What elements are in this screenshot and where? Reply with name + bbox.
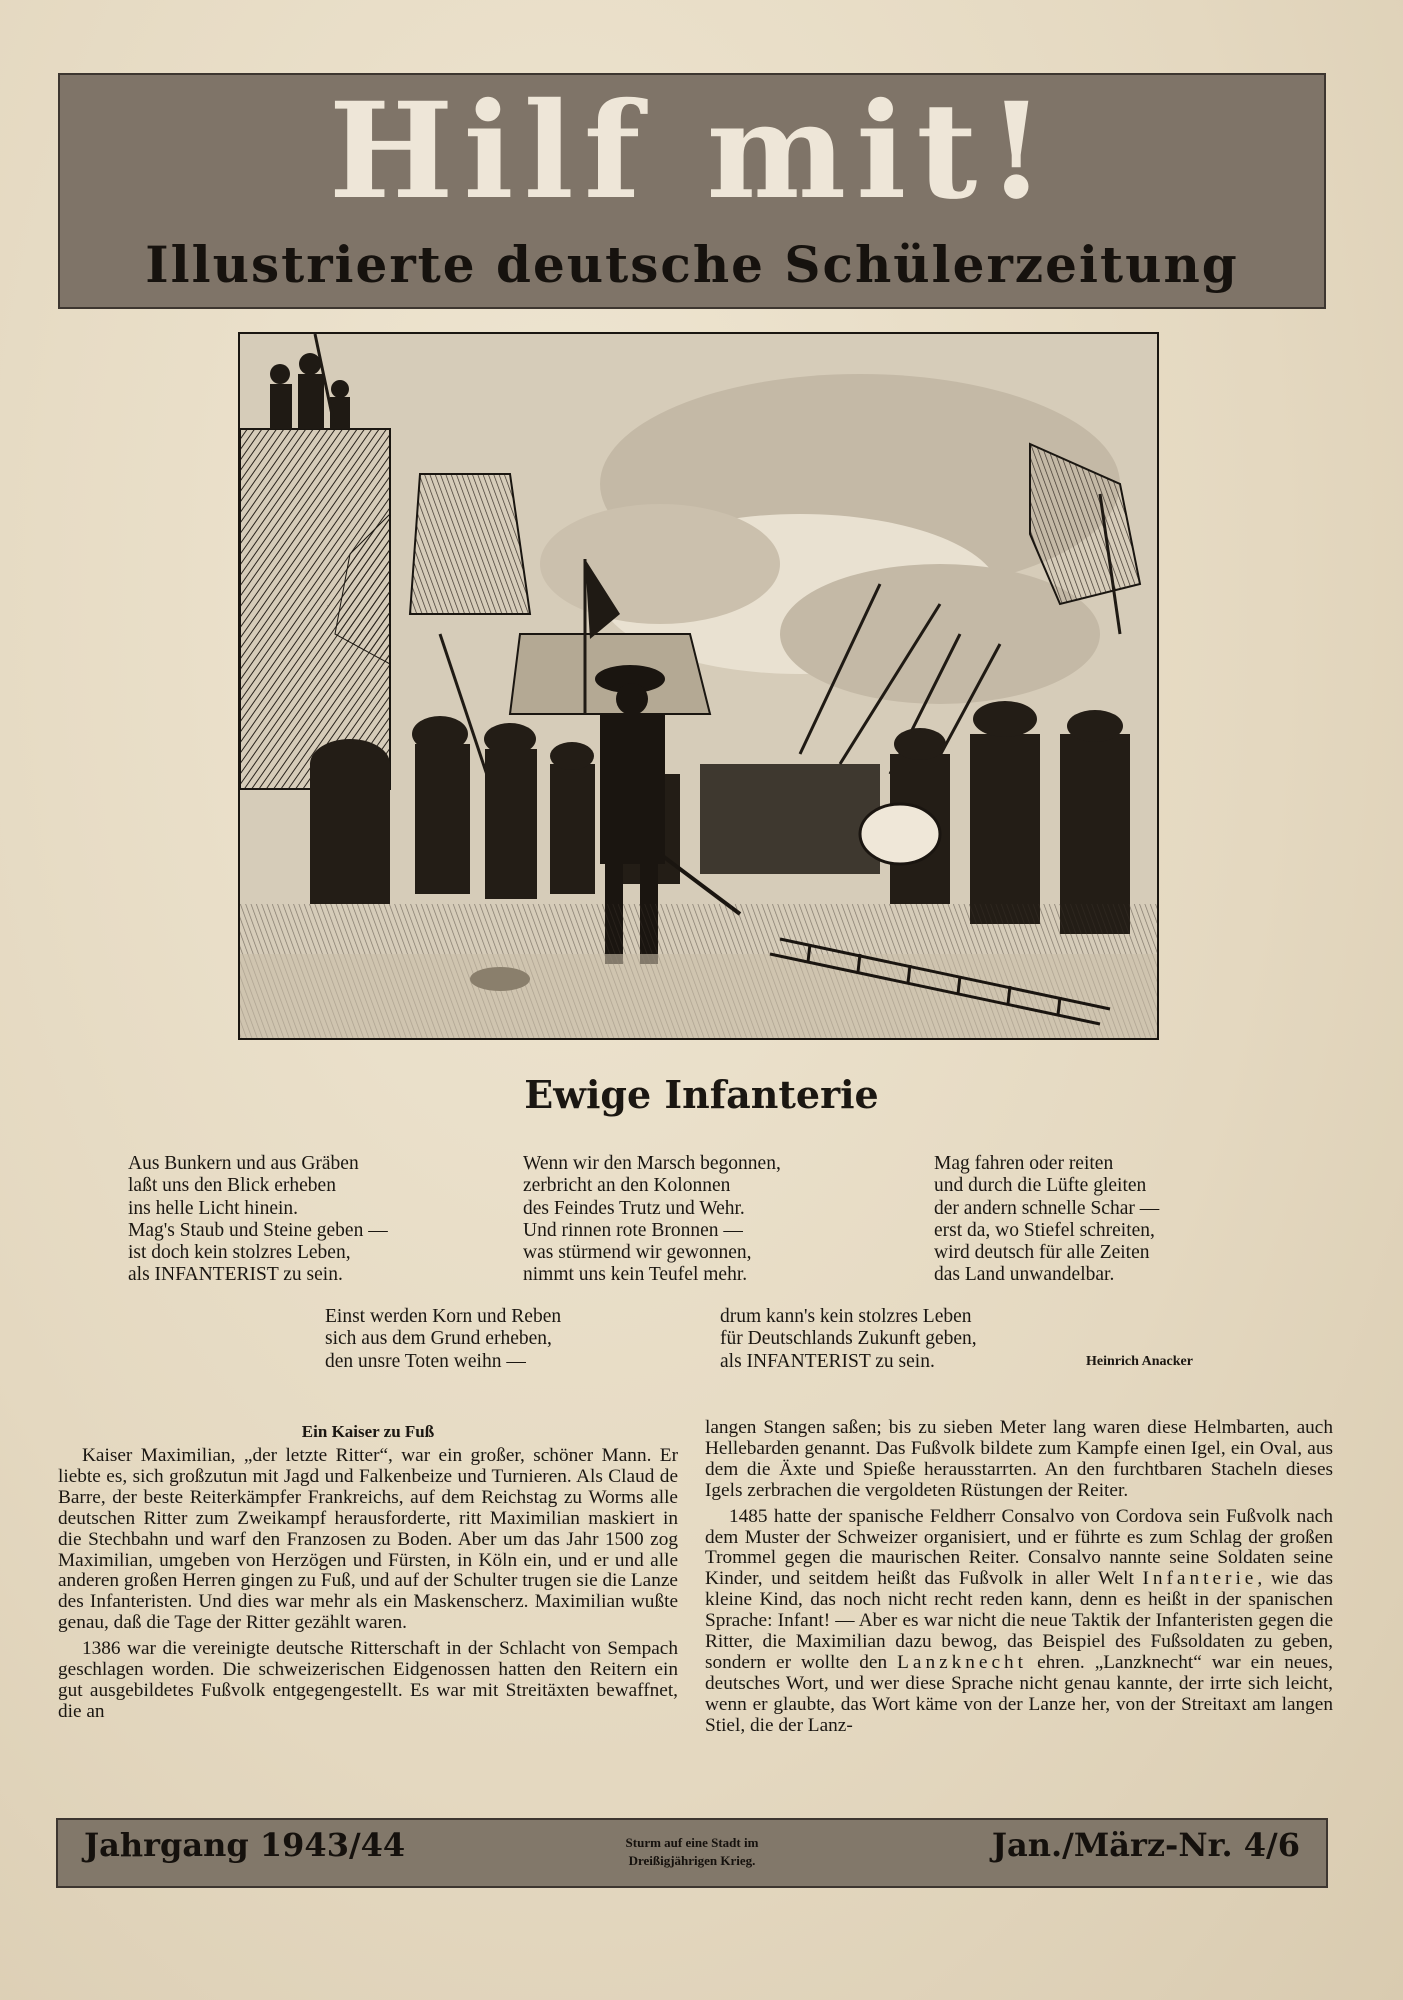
volume-label: Jahrgang 1943/44 [84,1826,406,1864]
poem-line: und durch die Lüfte gleiten [934,1175,1147,1197]
article-paragraph [705,1507,1333,1737]
article-paragraph: langen Stangen saßen; bis zu sieben Meter lang waren diese Helmbarten, auch Hellebarden genannt. Das Fußvolk bildete zum Kampfe einen Igel, ein Oval, aus dem die Äxte und Spieße herausstarrten. An den furchtbaren Stacheln dieses Igels zerbrachen die vergoldeten Rüstungen der Reiter. [705,1417,1333,1501]
article-text: 1485 hatte der spanische Feldherr Consalvo von Cordova sein Fußvolk nach dem Muster der Schweizer organisiert, und er führte es zum Schlag der großen Trommel gegen die maurischen Reiter. Consalvo nannte seine Soldaten seine Kinder, und seitdem heißt das Fußvolk in aller Welt [705,1505,1333,1590]
poem-title: Ewige Infanterie [524,1072,879,1117]
poem-line: laßt uns den Blick erheben [128,1175,336,1197]
poem-line: des Feindes Trutz und Wehr. [523,1197,745,1219]
battle-engraving-icon [240,334,1157,1038]
article-text: , wie das kleine Kind, das noch nicht recht reden kann, denn es heißt in der spanischen Sprache: Infant! — Aber es war nicht die neue Taktik der Infanteristen gegen die Ritter, die Maximilian dazu bewog, das Beispiel des Fußsoldaten zu geben, sondern er wollte den [705,1568,1333,1673]
article-paragraph: Kaiser Maximilian, „der letzte Ritter“, war ein großer, schöner Mann. Er liebte es, sich großzutun mit Jagd und Falkenbeize und Turnieren. Als Claud de Barre, der beste Reiterkämpfer Frankreichs, auf dem Reichstag zu Worms alle deutschen Ritter zum Zweikampf herausforderte, ritt Maximilian maskiert in die Stechbahn und warf den Franzosen zu Boden. Aber um das Jahr 1500 zog Maximilian, umgeben von Herzögen und Fürsten, in Köln ein, und er und alle anderen großen Herren gingen zu Fuß, und auf der Schulter trugen sie die Lanze des Infanteristen. Und dies war mehr als ein Maskenscherz. Maximilian wußte genau, daß die Tage der Ritter gezählt waren. [58,1445,678,1634]
poem-stanza-2 [523,1153,781,1287]
poem-stanza-1 [128,1153,388,1287]
poem-line: was stürmend wir gewonnen, [523,1242,752,1264]
article-emphasis: Lanzknecht [897,1651,1028,1673]
poem-line: Einst werden Korn und Reben [325,1306,562,1327]
article-column-right [705,1418,1333,1742]
poem-author: Heinrich Anacker [1086,1354,1193,1369]
battle-engraving [238,332,1159,1040]
poem-line: sich aus dem Grund erheben, [325,1328,552,1350]
article-paragraph: 1386 war die vereinigte deutsche Ritterschaft in der Schlacht von Sempach geschlagen worden. Die schweizerischen Eidgenossen hatten den Reitern ein gut ausgebildetes Fußvolk entgegengestellt. Es war mit Streitäxten bewaffnet, die an [58,1638,678,1722]
poem-line: Mag fahren oder reiten [934,1153,1114,1174]
poem-line: den unsre Toten weihn — [325,1350,526,1372]
poem-line: wird deutsch für alle Zeiten [934,1242,1150,1264]
poem-line: erst da, wo Stiefel schreiten, [934,1219,1155,1241]
poem-line: Mag's Staub und Steine geben — [128,1219,388,1241]
poem-line: drum kann's kein stolzres Leben [720,1306,972,1327]
poem-line: der andern schnelle Schar — [934,1197,1160,1219]
poem-line: ist doch kein stolzres Leben, [128,1242,351,1264]
article-heading: Ein Kaiser zu Fuß [301,1422,435,1441]
masthead-title: Hilf mit! [328,74,1056,229]
caption-line: Dreißigjährigen Krieg. [628,1853,756,1868]
poem-line: zerbricht an den Kolonnen [523,1175,731,1197]
poem-stanza-5 [720,1306,977,1373]
article-emphasis: Infanterie [1142,1568,1258,1590]
masthead-subtitle: Illustrierte deutsche Schülerzeitung [145,235,1239,294]
poem-line: ins helle Licht hinein. [128,1197,299,1219]
poem-line: nimmt uns kein Teufel mehr. [523,1264,748,1286]
issue-label: Jan./März-Nr. 4/6 [991,1826,1300,1864]
poem-line: als INFANTERIST zu sein. [128,1264,343,1286]
caption-line: Sturm auf eine Stadt im [625,1835,759,1850]
poem-stanza-3 [934,1153,1159,1287]
article-text: ehren. „Lanzknecht“ war ein neues, deutsches Wort, und wer diese Sprache nicht genau kannte, der irrte sich leicht, wenn er glaubte, das Wort käme von der Lanze her, von der Streitaxt am langen Stiel, die der Lanz- [705,1651,1333,1736]
poem-line: für Deutschlands Zukunft geben, [720,1328,977,1350]
footer-band [56,1818,1328,1888]
poem-line: Aus Bunkern und aus Gräben [128,1153,359,1174]
poem-line: das Land unwandelbar. [934,1264,1115,1286]
poem-line: Und rinnen rote Bronnen — [523,1219,743,1241]
poem-line: Wenn wir den Marsch begonnen, [523,1153,781,1174]
article-column-left [58,1446,678,1728]
poem-stanza-4 [325,1306,561,1373]
poem-line: als INFANTERIST zu sein. [720,1350,935,1372]
masthead [58,73,1326,309]
